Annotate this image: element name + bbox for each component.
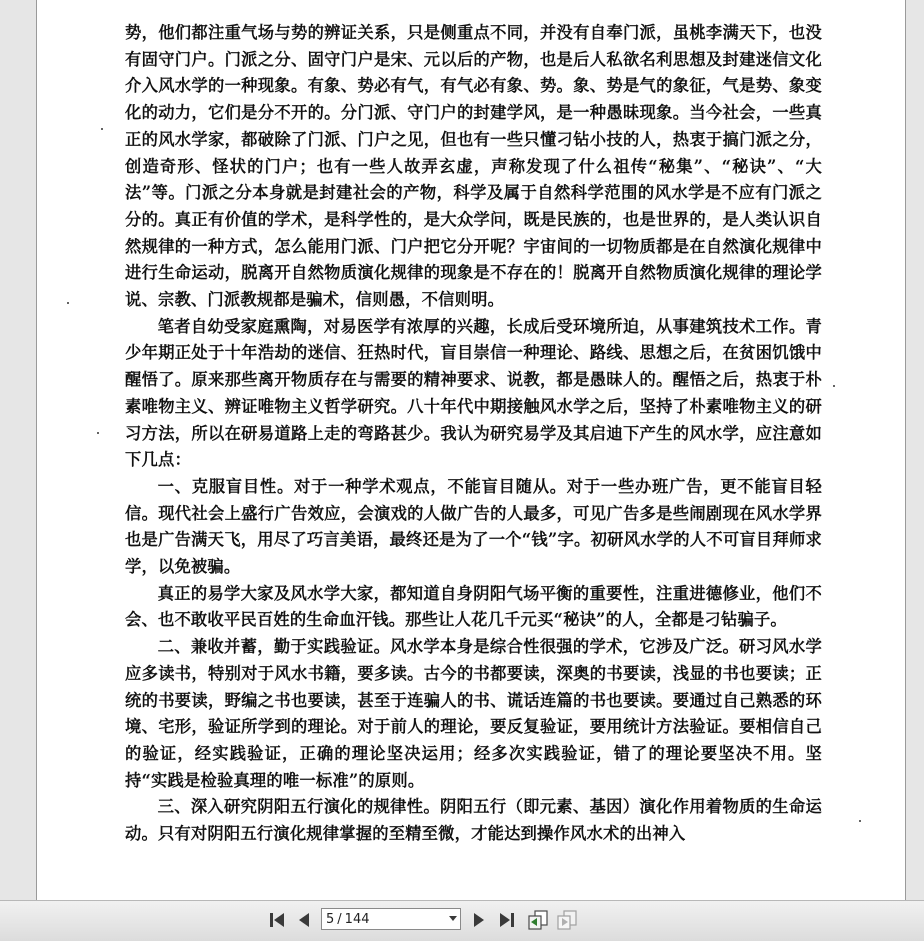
paragraph-1: 势，他们都注重气场与势的辨证关系，只是侧重点不同，并没有自奉门派，虽桃李满天下，也没有固守门户。门派之分、固守门户是宋、元以后的产物，也是后人私欲名利思想及封建迷信文化介入风水学的一种现象。有象、势必有气，有气必有象、势。象、势是气的象征，气是势、象变化的动力，它们是分不开的。分门派、守门户的封建学风，是一种愚昧现象。当今社会，一些真正的风水学家，都破除了门派、门户之见，但也有一些只懂刁钻小技的人，热衷于搞门派之分，创造奇形、怪状的门户；也有一些人故弄玄虚，声称发现了什么祖传“秘集”、“秘诀”、“大法”等。门派之分本身就是封建社会的产物，科学及属于自然科学范围的风水学是不应有门派之分的。真正有价值的学术，是科学性的，是大众学问，既是民族的，也是世界的，是人类认识自然规律的一种方式，怎么能用门派、门户把它分开呢？宇宙间的一切物质都是在自然演化规律中进行生命运动，脱离开自然物质演化规律的现象是不存在的！脱离开自然物质演化规律的理论学说、宗教、门派教规都是骗术，信则愚，不信则明。: [125, 23, 822, 310]
go-back-view-icon: [527, 909, 549, 931]
page-dropdown-button[interactable]: [446, 909, 460, 929]
page-separator: /: [337, 911, 342, 927]
go-forward-view-button[interactable]: [555, 909, 579, 931]
scan-speck: [833, 385, 835, 387]
paragraph-6: 三、深入研究阴阳五行演化的规律性。阴阳五行（即元素、基因）演化作用着物质的生命运动。只有对阴阳五行演化规律掌握的至精至微，才能达到操作风水术的出神入: [125, 797, 822, 844]
document-page: [36, 0, 906, 900]
current-page-number: 5: [326, 911, 335, 927]
scan-speck: [97, 432, 99, 434]
previous-page-button[interactable]: [293, 909, 315, 931]
scan-speck: [859, 820, 861, 822]
paragraph-3: 一、克服盲目性。对于一种学术观点，不能盲目随从。对于一些办班广告，更不能盲目轻信。现代社会上盛行广告效应，会演戏的人做广告的人最多，可见广告多是些闹剧现在风水学界也是广告满天飞，用尽了巧言美语，最终还是为了一个“钱”字。初研风水学的人不可盲目拜师求学，以免被骗。: [125, 476, 822, 577]
page-text: [125, 20, 822, 848]
next-page-button[interactable]: [468, 909, 490, 931]
scan-speck: [67, 302, 69, 304]
previous-page-icon: [295, 911, 313, 929]
last-page-icon: [498, 911, 516, 929]
next-page-icon: [470, 911, 488, 929]
first-page-button[interactable]: [266, 909, 288, 931]
go-forward-view-icon: [556, 909, 578, 931]
first-page-icon: [268, 911, 286, 929]
go-back-view-button[interactable]: [526, 909, 550, 931]
paragraph-4: 真正的易学大家及风水学大家，都知道自身阴阳气场平衡的重要性，注重进德修业，他们不会、也不敢收平民百姓的生命血汗钱。那些让人花几千元买“秘诀”的人，全都是刁钻骗子。: [125, 583, 822, 630]
paragraph-5: 二、兼收并蓄，勤于实践验证。风水学本身是综合性很强的学术，它涉及广泛。研习风水学应多读书，特别对于风水书籍，要多读。古今的书都要读，深奥的书要读，浅显的书也要读；正统的书要读，野编之书也要读，甚至于连骗人的书、谎话连篇的书也要读。要通过自己熟悉的环境、宅形，验证所学到的理论。对于前人的理论，要反复验证，要用统计方法验证。要相信自己的验证，经实践验证，正确的理论坚决运用；经多次实践验证，错了的理论要坚决不用。坚持“实践是检验真理的唯一标准”的原则。: [125, 637, 822, 790]
dropdown-arrow-icon: [449, 916, 457, 922]
total-page-count: 144: [344, 911, 370, 927]
last-page-button[interactable]: [496, 909, 518, 931]
page-navigation-toolbar: [0, 900, 924, 941]
page-number-field[interactable]: [321, 908, 461, 930]
paragraph-2: 笔者自幼受家庭熏陶，对易医学有浓厚的兴趣，长成后受环境所迫，从事建筑技术工作。青少年期正处于十年浩劫的迷信、狂热时代，盲目崇信一种理论、路线、思想之后，在贫困饥饿中醒悟了。原来那些离开物质存在与需要的精神要求、说教，都是愚昧人的。醒悟之后，热衷于朴素唯物主义、辨证唯物主义哲学研究。八十年代中期接触风水学之后，坚持了朴素唯物主义的研习方法，所以在研易道路上走的弯路甚少。我认为研究易学及其启迪下产生的风水学，应注意如下几点：: [125, 316, 822, 470]
scan-speck: [101, 128, 103, 130]
